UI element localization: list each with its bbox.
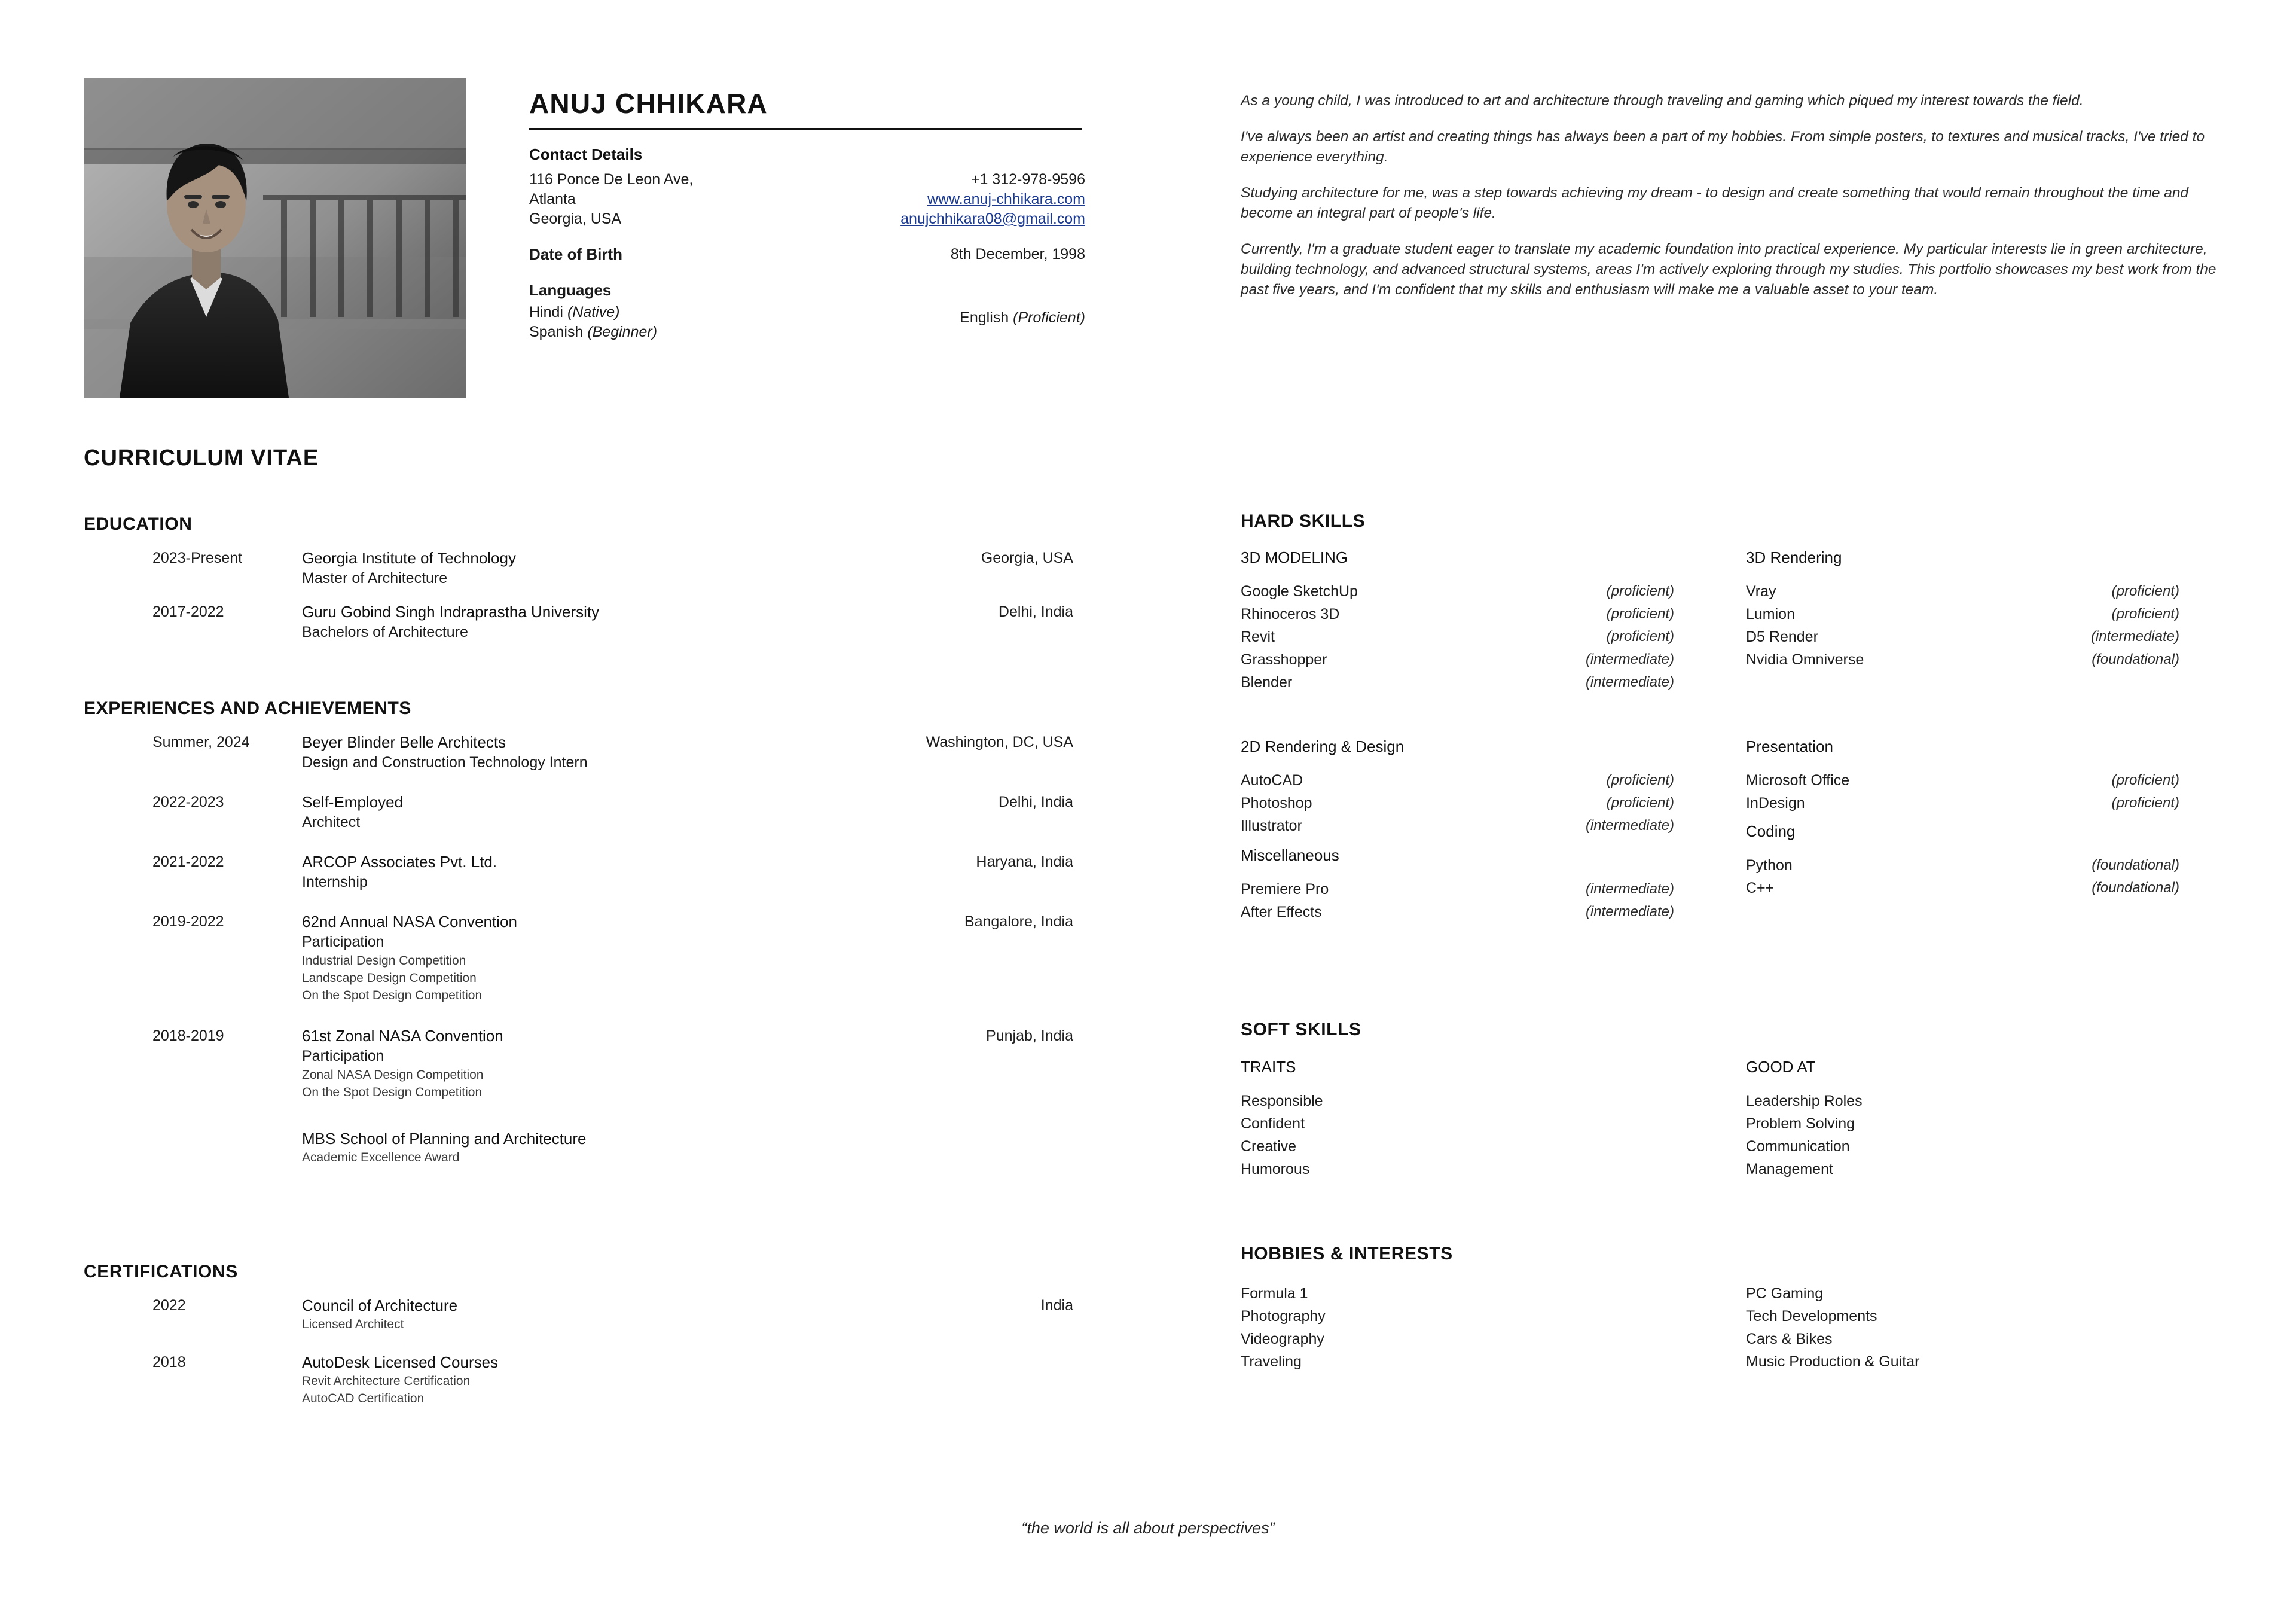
skill-name: D5 Render <box>1746 629 1818 645</box>
skill-row <box>1241 814 1674 837</box>
certification-entry-detail: Revit Architecture Certification <box>302 1374 471 1388</box>
hobby-item: Music Production & Guitar <box>1746 1353 1920 1370</box>
education-entry-org: Georgia Institute of Technology <box>302 549 516 567</box>
experience-entry-role: Design and Construction Technology Intern <box>302 754 588 771</box>
certification-entry-detail: AutoCAD Certification <box>302 1392 425 1405</box>
experience-entry <box>84 792 1085 832</box>
skill-group-presentation <box>1746 737 2179 814</box>
experience-entry-detail: On the Spot Design Competition <box>302 989 483 1002</box>
experience-entry-role: Internship <box>302 874 368 890</box>
page-title: ANUJ CHHIKARA <box>529 88 768 119</box>
experience-entry-role: Participation <box>302 1048 384 1064</box>
skill-row <box>1241 878 1674 901</box>
skill-group-2d-rendering <box>1241 737 1674 837</box>
experience-entry-detail: Academic Excellence Award <box>302 1151 460 1164</box>
education-entry-degree: Master of Architecture <box>302 570 448 587</box>
language-spanish-level: (Beginner) <box>587 324 658 340</box>
experience-entry-detail: Zonal NASA Design Competition <box>302 1068 484 1082</box>
skill-level: (proficient) <box>2111 583 2179 599</box>
experience-entry-years: 2021-2022 <box>152 853 224 870</box>
soft-skills-good-at <box>1746 1058 2179 1180</box>
hobbies-rows <box>1241 1282 2236 1402</box>
skill-row <box>1241 626 1674 648</box>
language-english: English (Proficient) <box>960 309 1085 326</box>
contact-links <box>900 170 1085 229</box>
experience-entry-years: 2018-2019 <box>152 1027 224 1044</box>
trait-item: Responsible <box>1241 1093 1323 1109</box>
language-spanish: Spanish (Beginner) <box>529 324 658 340</box>
skill-level: (intermediate) <box>1585 881 1674 897</box>
hobbies-column-1 <box>1241 1282 1674 1373</box>
education-entry <box>84 602 1085 642</box>
hard-skills-heading: HARD SKILLS <box>1241 511 1366 531</box>
languages-block <box>529 280 1085 342</box>
experience-entry-place: Bangalore, India <box>964 913 1073 930</box>
language-hindi: Hindi (Native) <box>529 304 620 321</box>
skill-level: (intermediate) <box>1585 674 1674 690</box>
skill-name: After Effects <box>1241 904 1322 920</box>
address-block <box>529 170 816 229</box>
experience-entry <box>84 852 1085 892</box>
skill-level: (proficient) <box>1606 795 1674 811</box>
skill-row <box>1746 603 2179 626</box>
skill-level: (foundational) <box>2092 651 2179 667</box>
address-line-2: Atlanta <box>529 191 576 208</box>
profile-summary <box>1241 91 2236 316</box>
skill-name: Microsoft Office <box>1746 772 1850 789</box>
skill-row <box>1746 648 2179 671</box>
hobby-item: Photography <box>1241 1308 1326 1325</box>
good-at-title: GOOD AT <box>1746 1058 1816 1076</box>
hard-skills-row-1 <box>1241 548 2236 734</box>
skill-name: InDesign <box>1746 795 1805 812</box>
skill-row <box>1746 769 2179 792</box>
experience-entry-org: 61st Zonal NASA Convention <box>302 1027 503 1045</box>
good-at-item: Problem Solving <box>1746 1115 1855 1132</box>
hobby-item: Cars & Bikes <box>1746 1331 1833 1347</box>
skill-group-miscellaneous <box>1241 846 1674 923</box>
certification-entry-detail: Licensed Architect <box>302 1317 404 1331</box>
certifications-heading: CERTIFICATIONS <box>84 1262 238 1282</box>
languages-label: Languages <box>529 281 612 299</box>
experience-heading: EXPERIENCES AND ACHIEVEMENTS <box>84 698 411 718</box>
education-entry-years: 2017-2022 <box>152 603 224 620</box>
skill-row <box>1241 671 1674 694</box>
curriculum-vitae-title: CURRICULUM VITAE <box>84 446 319 471</box>
skill-name: C++ <box>1746 880 1775 896</box>
phone-number: +1 312-978-9596 <box>970 171 1085 188</box>
skill-group-3d-modeling <box>1241 548 1674 694</box>
education-entry-place: Georgia, USA <box>981 550 1073 566</box>
soft-skills-section <box>1241 1020 2236 1225</box>
skill-row <box>1746 854 2179 877</box>
skill-level: (proficient) <box>2111 606 2179 622</box>
good-at-item: Leadership Roles <box>1746 1093 1863 1109</box>
experience-entry-place: Haryana, India <box>976 853 1073 870</box>
education-section <box>84 514 1085 642</box>
experience-entry-role: Architect <box>302 814 361 831</box>
skill-row <box>1241 792 1674 814</box>
language-english-level: (Proficient) <box>1013 309 1085 326</box>
address-line-3: Georgia, USA <box>529 210 622 227</box>
skill-name: Google SketchUp <box>1241 583 1358 600</box>
header-block <box>84 78 1088 413</box>
hobbies-section <box>1241 1244 2236 1402</box>
skill-name: Premiere Pro <box>1241 881 1329 898</box>
skill-row <box>1746 580 2179 603</box>
skill-level: (foundational) <box>2092 857 2179 873</box>
skill-name: Python <box>1746 857 1793 874</box>
skill-row <box>1241 603 1674 626</box>
certification-entry <box>84 1295 1085 1333</box>
contact-details <box>529 170 1085 229</box>
education-entry <box>84 548 1085 588</box>
experience-entry-org: Self-Employed <box>302 793 404 811</box>
traits-title: TRAITS <box>1241 1058 1296 1076</box>
language-hindi-level: (Native) <box>567 304 620 321</box>
date-of-birth-value: 8th December, 1998 <box>950 246 1085 263</box>
skill-row <box>1746 626 2179 648</box>
skill-level: (foundational) <box>2092 880 2179 896</box>
website-link[interactable]: www.anuj-chhikara.com <box>927 191 1085 208</box>
skill-name: Revit <box>1241 629 1275 645</box>
skill-group-title: 3D Rendering <box>1746 548 1842 566</box>
summary-paragraph-3: Studying architecture for me, was a step towards achieving my dream - to design and create something that would remain throughout the time and become an integral part of people's life. <box>1241 185 2189 221</box>
hobby-item: Videography <box>1241 1331 1324 1347</box>
skill-group-title: 2D Rendering & Design <box>1241 737 1405 755</box>
skill-name: AutoCAD <box>1241 772 1303 789</box>
experience-entry-place: Delhi, India <box>998 794 1073 810</box>
skill-level: (proficient) <box>1606 772 1674 788</box>
soft-skills-traits <box>1241 1058 1674 1180</box>
skill-name: Photoshop <box>1241 795 1312 812</box>
skill-row <box>1746 792 2179 814</box>
skill-name: Rhinoceros 3D <box>1241 606 1340 623</box>
good-at-item: Communication <box>1746 1138 1850 1155</box>
experience-entry-org: MBS School of Planning and Architecture <box>302 1130 587 1148</box>
education-entry-years: 2023-Present <box>152 550 243 566</box>
skill-row <box>1241 901 1674 923</box>
skill-level: (intermediate) <box>1585 651 1674 667</box>
soft-skills-rows <box>1241 1058 2236 1225</box>
skill-level: (intermediate) <box>1585 817 1674 834</box>
title-divider <box>529 128 1082 130</box>
skill-group-title: Presentation <box>1746 737 1833 755</box>
experience-entry-role: Participation <box>302 933 384 950</box>
experience-entry-place: Washington, DC, USA <box>926 734 1073 751</box>
experience-entry-detail: Landscape Design Competition <box>302 971 477 985</box>
skill-row <box>1241 648 1674 671</box>
education-heading: EDUCATION <box>84 514 193 534</box>
date-of-birth-row <box>529 245 1085 265</box>
skill-level: (intermediate) <box>2090 629 2179 645</box>
skill-name: Illustrator <box>1241 817 1302 834</box>
hobby-item: PC Gaming <box>1746 1285 1824 1302</box>
email-link[interactable]: anujchhikara08@gmail.com <box>900 210 1085 227</box>
skill-row <box>1241 769 1674 792</box>
education-entry-place: Delhi, India <box>998 603 1073 620</box>
hobby-item: Formula 1 <box>1241 1285 1308 1302</box>
skill-group-coding <box>1746 822 2179 899</box>
skill-level: (proficient) <box>2111 772 2179 788</box>
skill-group-title: Miscellaneous <box>1241 846 1339 864</box>
experience-entry-org: 62nd Annual NASA Convention <box>302 913 517 931</box>
experience-entry-years: Summer, 2024 <box>152 734 250 751</box>
hobbies-column-2 <box>1746 1282 2179 1373</box>
trait-item: Confident <box>1241 1115 1305 1132</box>
certification-entry-org: AutoDesk Licensed Courses <box>302 1353 499 1371</box>
trait-item: Creative <box>1241 1138 1297 1155</box>
summary-paragraph-2: I've always been an artist and creating things has always been a part of my hobbies. From simple posters, to textures and musical tracks, I've tried to experience everything. <box>1241 129 2205 165</box>
certification-entry-org: Council of Architecture <box>302 1296 458 1314</box>
skill-group-3d-rendering <box>1746 548 2179 671</box>
experience-entry-org: ARCOP Associates Pvt. Ltd. <box>302 853 497 871</box>
soft-skills-heading: SOFT SKILLS <box>1241 1020 1361 1039</box>
certification-entry-place: India <box>1040 1297 1073 1314</box>
skill-level: (intermediate) <box>1585 904 1674 920</box>
certification-entry-years: 2022 <box>152 1297 186 1314</box>
header-info <box>529 78 1085 342</box>
experience-entry-detail: Industrial Design Competition <box>302 954 466 968</box>
experience-entry-years: 2022-2023 <box>152 794 224 810</box>
experience-entry-years: 2019-2022 <box>152 913 224 930</box>
skill-level: (proficient) <box>1606 583 1674 599</box>
experience-entry-org: Beyer Blinder Belle Architects <box>302 733 506 751</box>
certification-entry <box>84 1352 1085 1407</box>
good-at-item: Management <box>1746 1161 1833 1177</box>
skill-name: Lumion <box>1746 606 1795 623</box>
contact-details-label: Contact Details <box>529 145 643 163</box>
experience-entry-detail: On the Spot Design Competition <box>302 1085 483 1099</box>
footer-quote: “the world is all about perspectives” <box>1021 1519 1275 1537</box>
experience-entry <box>84 911 1085 1004</box>
certifications-section <box>84 1262 1085 1407</box>
skill-level: (proficient) <box>2111 795 2179 811</box>
skill-name: Nvidia Omniverse <box>1746 651 1864 668</box>
experience-section <box>84 698 1085 1166</box>
education-entry-org: Guru Gobind Singh Indraprastha University <box>302 603 600 621</box>
skill-name: Vray <box>1746 583 1776 600</box>
education-entry-degree: Bachelors of Architecture <box>302 624 468 640</box>
experience-entry <box>84 1128 1085 1166</box>
portrait-photo <box>84 78 466 398</box>
address-line-1: 116 Ponce De Leon Ave, <box>529 171 694 188</box>
date-of-birth-label: Date of Birth <box>529 245 622 263</box>
skill-name: Grasshopper <box>1241 651 1327 668</box>
hobby-item: Tech Developments <box>1746 1308 1877 1325</box>
hobbies-heading: HOBBIES & INTERESTS <box>1241 1244 1453 1264</box>
summary-paragraph-4: Currently, I'm a graduate student eager to translate my academic foundation into practical experience. My particular interests lie in green architecture, building technology, and advanced structural systems, areas I'm actively exploring through my studies. This portfolio showcases my best work from the past five years, and I'm confident that my skills and enthusiasm will make me a valuable asset to your team. <box>1241 241 2216 298</box>
experience-entry <box>84 1026 1085 1101</box>
skill-group-title: Coding <box>1746 822 1796 840</box>
hobby-item: Traveling <box>1241 1353 1302 1370</box>
skill-row <box>1746 877 2179 899</box>
skill-group-title: 3D MODELING <box>1241 548 1348 566</box>
trait-item: Humorous <box>1241 1161 1310 1177</box>
skill-level: (proficient) <box>1606 606 1674 622</box>
skill-level: (proficient) <box>1606 629 1674 645</box>
experience-entry <box>84 732 1085 773</box>
skill-name: Blender <box>1241 674 1293 691</box>
hard-skills-section <box>1241 511 2236 948</box>
skill-row <box>1241 580 1674 603</box>
certification-entry-years: 2018 <box>152 1354 186 1371</box>
experience-entry-place: Punjab, India <box>986 1027 1073 1044</box>
summary-paragraph-1: As a young child, I was introduced to art and architecture through traveling and gaming which piqued my interest towards the field. <box>1241 93 2084 109</box>
